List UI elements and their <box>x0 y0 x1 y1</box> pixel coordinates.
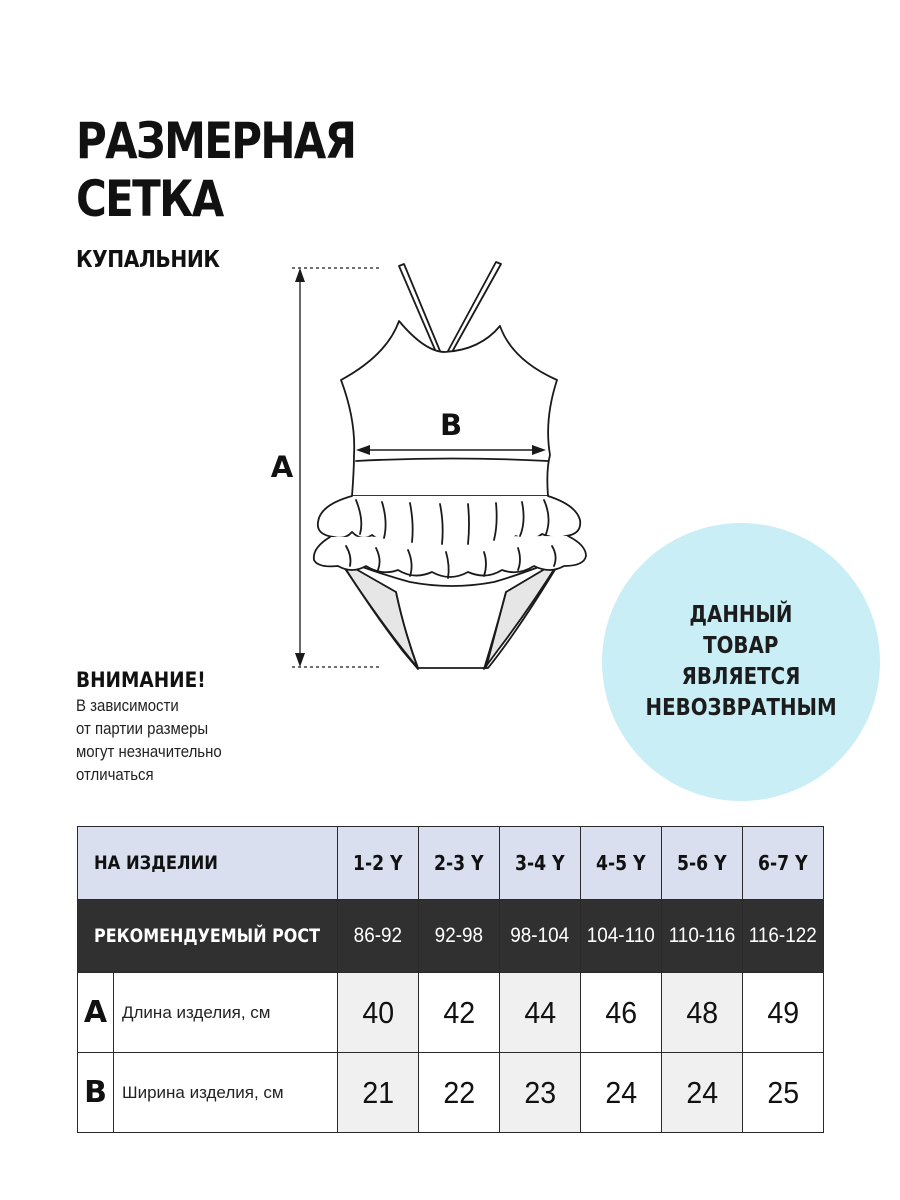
size-label: 2-3 Y <box>434 851 484 875</box>
height-row <box>78 900 824 973</box>
measure-label: Длина изделия, см <box>122 1002 271 1022</box>
measure-value: 49 <box>767 994 799 1030</box>
title-line-2: СЕТКА <box>76 170 223 228</box>
warning-heading: ВНИМАНИЕ! <box>76 668 206 692</box>
size-header-label: НА ИЗДЕЛИИ <box>94 852 218 874</box>
measure-value: 24 <box>605 1074 637 1110</box>
length-cell <box>662 973 743 1053</box>
measure-value: 23 <box>524 1074 556 1110</box>
measure-value: 48 <box>686 994 718 1030</box>
length-letter-cell <box>78 973 114 1053</box>
warning-line: могут незначительно <box>76 742 222 761</box>
measure-value: 21 <box>362 1074 394 1110</box>
dim-a-arrow-top <box>295 268 305 282</box>
size-cell <box>581 827 662 900</box>
size-cell <box>662 827 743 900</box>
badge-line: ДАННЫЙ <box>689 602 793 628</box>
size-table <box>77 826 824 1133</box>
badge-line: ЯВЛЯЕТСЯ <box>681 664 801 690</box>
measure-value: 46 <box>605 994 637 1030</box>
length-cell <box>419 973 500 1053</box>
width-letter-cell <box>78 1053 114 1133</box>
measure-value: 42 <box>443 994 475 1030</box>
title-line-1: РАЗМЕРНАЯ <box>76 112 356 170</box>
size-header-label-cell <box>78 827 338 900</box>
warning-line: от партии размеры <box>76 719 209 738</box>
measure-value: 22 <box>443 1074 475 1110</box>
length-cell <box>500 973 581 1053</box>
badge-line: ТОВАР <box>703 633 779 659</box>
width-cell <box>743 1053 824 1133</box>
length-cell <box>338 973 419 1053</box>
measure-value: 44 <box>524 994 556 1030</box>
dim-a-label: A <box>270 450 294 484</box>
length-cell <box>581 973 662 1053</box>
measure-value: 40 <box>362 994 394 1030</box>
size-header-row <box>78 827 824 900</box>
length-desc-cell <box>114 973 338 1053</box>
measure-label: Ширина изделия, см <box>122 1082 284 1102</box>
height-label-cell <box>78 900 338 973</box>
height-value: 92-98 <box>434 924 484 947</box>
size-label: 4-5 Y <box>596 851 646 875</box>
size-label: 3-4 Y <box>515 851 565 875</box>
size-label: 1-2 Y <box>353 851 403 875</box>
height-value: 98-104 <box>510 924 570 947</box>
width-desc-cell <box>114 1053 338 1133</box>
height-value: 116-122 <box>749 924 817 947</box>
measure-letter: B <box>84 1075 107 1110</box>
warning-line: отличаться <box>76 765 154 784</box>
size-cell <box>500 827 581 900</box>
height-cell <box>419 900 500 973</box>
length-row <box>78 973 824 1053</box>
warning-line: В зависимости <box>76 696 179 715</box>
measure-value: 24 <box>686 1074 718 1110</box>
width-row <box>78 1053 824 1133</box>
measure-letter: A <box>83 995 108 1030</box>
width-cell <box>419 1053 500 1133</box>
height-cell <box>662 900 743 973</box>
product-type: КУПАЛЬНИК <box>76 247 220 273</box>
measure-value: 25 <box>767 1074 799 1110</box>
width-cell <box>500 1053 581 1133</box>
width-cell <box>662 1053 743 1133</box>
dim-b-label: B <box>439 408 463 442</box>
size-cell <box>338 827 419 900</box>
width-cell <box>581 1053 662 1133</box>
height-value: 110-116 <box>668 924 736 947</box>
badge-line: НЕВОЗВРАТНЫМ <box>645 695 837 721</box>
width-cell <box>338 1053 419 1133</box>
size-label: 5-6 Y <box>677 851 727 875</box>
non-returnable-badge <box>602 523 880 801</box>
height-value: 86-92 <box>353 924 403 947</box>
height-value: 104-110 <box>587 924 655 947</box>
size-cell <box>743 827 824 900</box>
height-cell <box>581 900 662 973</box>
height-cell <box>500 900 581 973</box>
length-cell <box>743 973 824 1053</box>
dim-a-arrow-bottom <box>295 653 305 667</box>
height-cell <box>743 900 824 973</box>
height-label: РЕКОМЕНДУЕМЫЙ РОСТ <box>94 925 320 947</box>
size-cell <box>419 827 500 900</box>
size-label: 6-7 Y <box>758 851 808 875</box>
